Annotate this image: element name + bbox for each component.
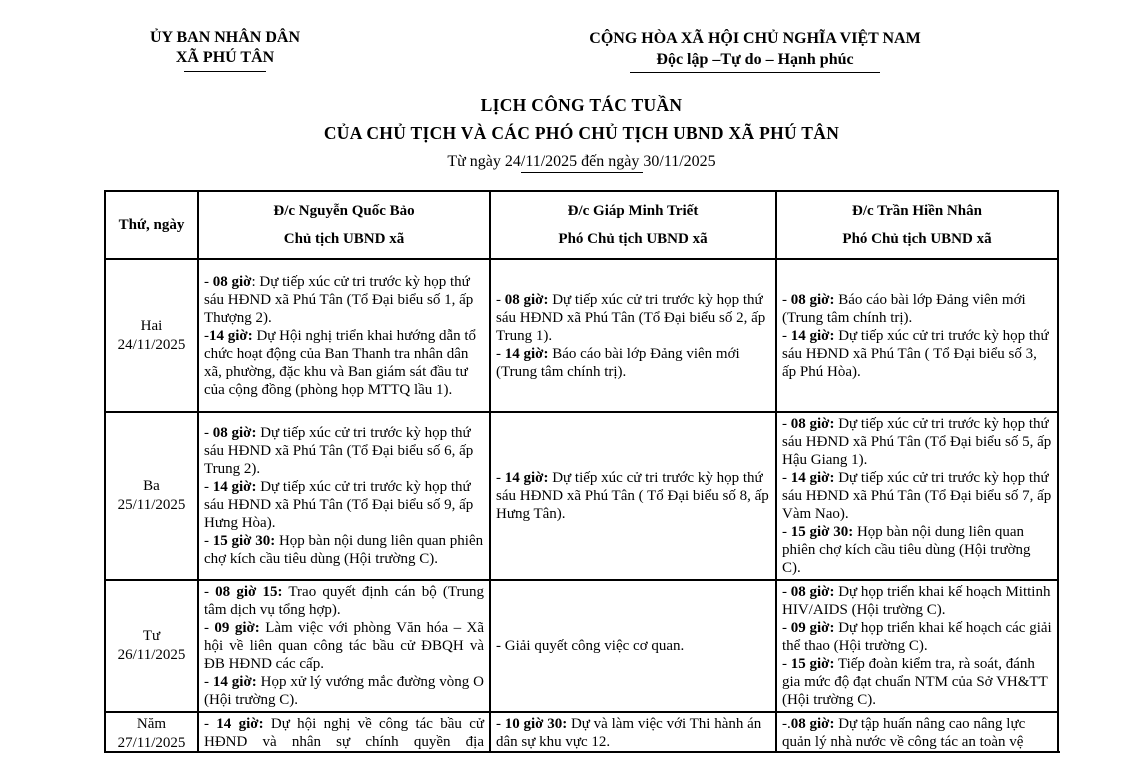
schedule-entry: - 08 giờ: Dự tiếp xúc cử tri trước kỳ họp thứ sáu HĐND xã Phú Tân (Tổ Đại biểu số 2, ấp Trung 1). <box>496 291 766 344</box>
motto-underline <box>630 72 880 73</box>
schedule-cell <box>198 712 490 753</box>
entry-time: 15 giờ: <box>790 656 835 672</box>
day-name: Tư <box>142 628 161 644</box>
schedule-entry: - 08 giờ: Dự tiếp xúc cử tri trước kỳ họp thứ sáu HĐND xã Phú Tân (Tổ Đại biểu số 6, ấp Trung 2). <box>204 425 474 477</box>
schedule-cell <box>198 412 490 580</box>
schedule-entry: - 09 giờ: Làm việc với phòng Văn hóa – Xã hội về liên quan công tác bầu cử ĐBQH và ĐB HĐND các cấp. <box>204 620 485 672</box>
national-header-block <box>565 28 945 73</box>
column-header-official <box>490 191 776 259</box>
day-cell <box>105 580 198 712</box>
entry-time: 15 giờ 30: <box>212 533 276 549</box>
entry-time: 14 giờ: <box>216 716 264 732</box>
entry-time: 08 giờ 15: <box>215 584 283 600</box>
schedule-cell <box>776 712 1058 753</box>
entry-time: 08 giờ: <box>790 584 835 600</box>
entry-time: 08 giờ: <box>790 291 835 308</box>
entry-time: 14 giờ: <box>212 479 257 495</box>
entry-time: 14 giờ: <box>790 470 835 486</box>
official-name: Đ/c Trần Hiền Nhân <box>852 202 982 219</box>
schedule-entry: - 14 giờ: Họp xử lý vướng mắc đường vòng O (Hội trường C). <box>204 674 484 708</box>
schedule-cell <box>490 712 776 753</box>
title-date-range: Từ ngày 24/11/2025 đến ngày 30/11/2025 <box>447 153 716 170</box>
official-name: Thứ, ngày <box>118 216 185 233</box>
title-line2: CỦA CHỦ TỊCH VÀ CÁC PHÓ CHỦ TỊCH UBND XÃ PHÚ TÂN <box>323 123 840 143</box>
schedule-entry: - 14 giờ: Dự tiếp xúc cử tri trước kỳ họp thứ sáu HĐND xã Phú Tân ( Tổ Đại biểu số 8, ấp Hưng Tân). <box>496 470 769 522</box>
schedule-entry: -.08 giờ: Dự tập huấn nâng cao nâng lực quản lý nhà nước về công tác an toàn vệ <box>782 716 1026 750</box>
schedule-entry: - 14 giờ: Dự tiếp xúc cử tri trước kỳ họp thứ sáu HĐND xã Phú Tân (Tổ Đại biểu số 9, ấp Hưng Hòa). <box>204 479 474 531</box>
schedule-cell <box>776 259 1058 412</box>
schedule-cell <box>776 412 1058 580</box>
issuing-org-block <box>105 28 345 72</box>
schedule-cell <box>490 412 776 580</box>
schedule-row <box>105 259 1058 412</box>
entry-time: 14 giờ: <box>790 327 835 344</box>
official-name: Đ/c Nguyễn Quốc Bảo <box>273 202 415 219</box>
schedule-entry: - 15 giờ 30: Họp bàn nội dung liên quan phiên chợ kích cầu tiêu dùng (Hội trường C). <box>782 524 1031 576</box>
day-date: 25/11/2025 <box>117 497 186 513</box>
day-cell <box>105 259 198 412</box>
day-cell <box>105 412 198 580</box>
schedule-cell <box>198 259 490 412</box>
entry-time: 08 giờ: <box>504 291 549 308</box>
schedule-cell <box>490 580 776 712</box>
entry-time: 08 giờ: <box>790 416 835 432</box>
day-name: Ba <box>143 478 160 494</box>
day-date: 24/11/2025 <box>117 336 186 353</box>
entry-time: 14 giờ: <box>212 674 257 690</box>
official-name: Đ/c Giáp Minh Triết <box>567 202 699 219</box>
national-motto: Độc lập –Tự do – Hạnh phúc <box>656 51 854 68</box>
table-header-row <box>105 191 1058 259</box>
schedule-table-container <box>104 190 1060 753</box>
schedule-entry: - 14 giờ: Dự hội nghị về công tác bầu cử HĐND và nhân sự chính quyền địa <box>204 716 485 750</box>
schedule-entry: -14 giờ: Dự Hội nghị triển khai hướng dẫn tổ chức hoạt động của Ban Thanh tra nhân dân xã, phường, đặc khu và Ban giám sát đầu tư của cộng đồng (phòng họp MTTQ lầu 1). <box>204 327 477 398</box>
schedule-row <box>105 580 1058 712</box>
schedule-entry: - 15 giờ 30: Họp bàn nội dung liên quan phiên chợ kích cầu tiêu dùng (Hội trường C). <box>204 533 484 567</box>
day-name: Năm <box>136 716 167 732</box>
day-name: Hai <box>140 317 163 334</box>
national-name: CỘNG HÒA XÃ HỘI CHỦ NGHĨA VIỆT NAM <box>589 30 921 47</box>
schedule-entry: - 14 giờ: Báo cáo bài lớp Đảng viên mới (Trung tâm chính trị). <box>496 345 740 380</box>
schedule-entry: - 08 giờ: Báo cáo bài lớp Đảng viên mới (Trung tâm chính trị). <box>782 291 1026 326</box>
entry-time: 14 giờ: <box>504 470 549 486</box>
schedule-cell <box>776 580 1058 712</box>
day-date: 26/11/2025 <box>117 647 186 663</box>
day-date: 27/11/2025 <box>117 735 186 751</box>
schedule-cell <box>198 580 490 712</box>
schedule-cell <box>490 259 776 412</box>
schedule-entry: - 08 giờ: Dự họp triển khai kế hoạch Mittinh HIV/AIDS (Hội trường C). <box>782 584 1051 618</box>
org-underline <box>184 71 266 72</box>
entry-time: 14 giờ: <box>209 327 253 344</box>
document-title-block <box>105 95 1058 173</box>
entry-time: 09 giờ: <box>214 620 260 636</box>
entry-time: 15 giờ 30: <box>790 524 854 540</box>
schedule-entry: - 08 giờ 15: Trao quyết định cán bộ (Trung tâm dịch vụ tổng hợp). <box>204 584 485 618</box>
org-name-bottom: XÃ PHÚ TÂN <box>175 49 275 66</box>
official-role: Phó Chủ tịch UBND xã <box>842 230 992 247</box>
schedule-row <box>105 412 1058 580</box>
schedule-entry: - 09 giờ: Dự họp triển khai kế hoạch các giải thể thao (Hội trường C). <box>782 620 1052 654</box>
schedule-row <box>105 712 1058 753</box>
title-line1: LỊCH CÔNG TÁC TUẦN <box>480 95 683 115</box>
column-header-official <box>198 191 490 259</box>
schedule-table <box>104 190 1059 753</box>
schedule-entry: - 08 giờ: Dự tiếp xúc cử tri trước kỳ họp thứ sáu HĐND xã Phú Tân (Tổ Đại biểu số 1, ấp Thượng 2). <box>204 273 474 326</box>
schedule-entry: - 15 giờ: Tiếp đoàn kiểm tra, rà soát, đánh gia mức độ đạt chuẩn NTM của Sở VH&TT (Hội trường C). <box>782 656 1048 708</box>
entry-time: 09 giờ: <box>790 620 835 636</box>
schedule-entry: - Giải quyết công việc cơ quan. <box>496 638 685 654</box>
entry-time: 10 giờ 30: <box>504 716 568 732</box>
schedule-entry: - 10 giờ 30: Dự và làm việc với Thi hành án dân sự khu vực 12. <box>496 716 762 750</box>
entry-time: 08 giờ: <box>790 716 835 732</box>
entry-time: 14 giờ: <box>504 345 549 362</box>
day-cell <box>105 712 198 753</box>
column-header-official <box>776 191 1058 259</box>
schedule-entry: - 14 giờ: Dự tiếp xúc cử tri trước kỳ họp thứ sáu HĐND xã Phú Tân ( Tổ Đại biểu số 3, ấp Phú Hòa). <box>782 327 1049 380</box>
official-role: Phó Chủ tịch UBND xã <box>558 230 708 247</box>
schedule-entry: - 14 giờ: Dự tiếp xúc cử tri trước kỳ họp thứ sáu HĐND xã Phú Tân (Tổ Đại biểu số 7, ấp Vàm Nao). <box>782 470 1052 522</box>
schedule-entry: - 08 giờ: Dự tiếp xúc cử tri trước kỳ họp thứ sáu HĐND xã Phú Tân (Tổ Đại biểu số 5, ấp Hậu Giang 1). <box>782 416 1052 468</box>
org-name-top: ỦY BAN NHÂN DÂN <box>149 29 301 46</box>
official-role: Chủ tịch UBND xã <box>283 230 405 247</box>
column-header-day <box>105 191 198 259</box>
entry-time: 08 giờ <box>212 273 252 290</box>
date-underline <box>521 172 643 173</box>
entry-time: 08 giờ: <box>212 425 257 441</box>
